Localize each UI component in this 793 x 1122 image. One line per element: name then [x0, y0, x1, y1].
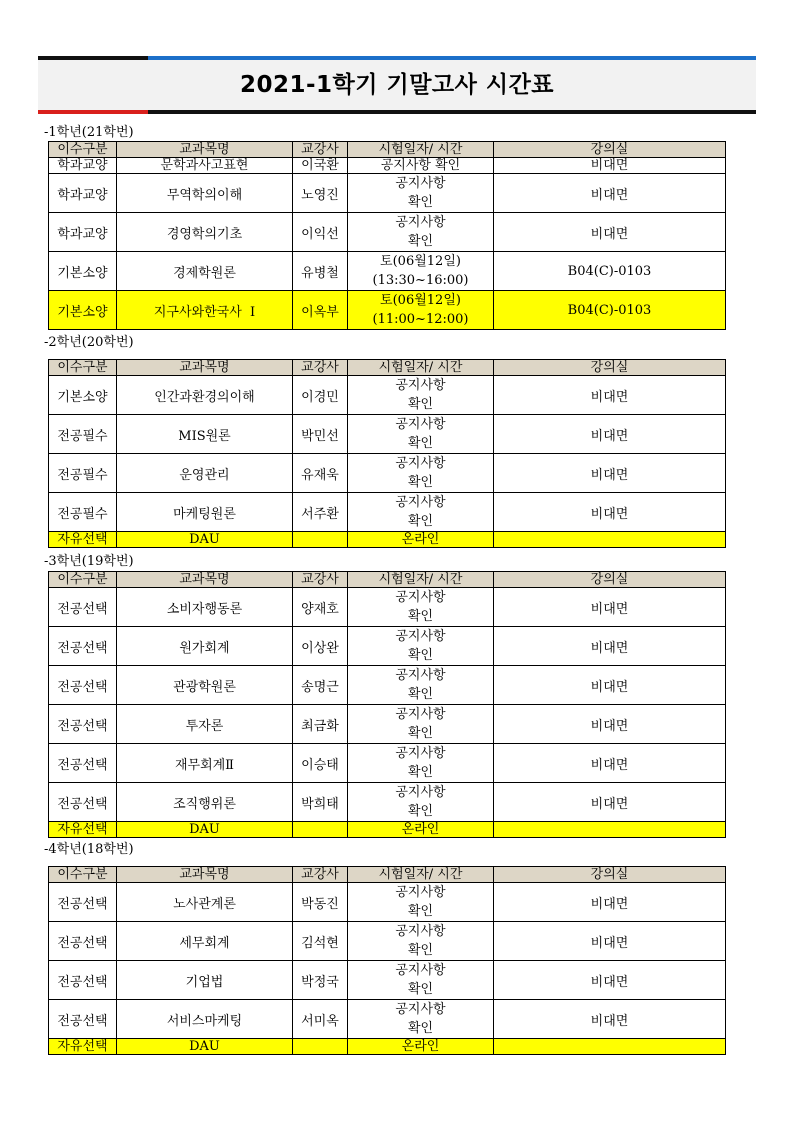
- cell-course: 기업법: [117, 961, 293, 1000]
- cell-date: [348, 961, 494, 1000]
- cell-course: 세무회계: [117, 922, 293, 961]
- cell-room: 비대면: [494, 174, 726, 213]
- cell-type: 전공필수: [49, 454, 117, 493]
- date-line-1: 공지사항: [395, 378, 446, 393]
- cell-course: MIS원론: [117, 415, 293, 454]
- cell-type: 전공선택: [49, 588, 117, 627]
- header-row: [49, 867, 726, 883]
- cell-room: 비대면: [494, 744, 726, 783]
- header-room: 강의실: [494, 142, 726, 158]
- date-line-1: 공지사항: [395, 1002, 446, 1017]
- section-label-year2: -2학년(20학번): [44, 335, 134, 350]
- bottom-rule-black: [148, 110, 756, 114]
- cell-instructor: 이경민: [293, 376, 348, 415]
- cell-date: [348, 454, 494, 493]
- cell-course: 경제학원론: [117, 252, 293, 291]
- cell-course: 문학과사고표현: [117, 158, 293, 174]
- date-line-1: 토(06월12일): [380, 293, 461, 308]
- cell-type: 전공선택: [49, 627, 117, 666]
- date-line-2: 확인: [407, 234, 434, 249]
- date-line-1: 공지사항: [395, 456, 446, 471]
- cell-instructor: 이승태: [293, 744, 348, 783]
- cell-course: 지구사와한국사 Ⅰ: [117, 291, 293, 330]
- cell-room: 비대면: [494, 158, 726, 174]
- cell-instructor: 노영진: [293, 174, 348, 213]
- cell-room: 비대면: [494, 213, 726, 252]
- cell-type: 전공선택: [49, 1000, 117, 1039]
- table-row: [49, 744, 726, 783]
- cell-instructor: 이옥부: [293, 291, 348, 330]
- top-rule-black: [38, 56, 148, 60]
- date-line-1: 공지사항: [395, 963, 446, 978]
- cell-date: [348, 783, 494, 822]
- date-line-2: 확인: [407, 436, 434, 451]
- section-label-year4: -4학년(18학번): [44, 842, 134, 857]
- date-line-1: 공지사항: [395, 417, 446, 432]
- table-row: [49, 493, 726, 532]
- header-course: 교과목명: [117, 360, 293, 376]
- cell-date: 온라인: [348, 1039, 494, 1055]
- table-row: [49, 158, 726, 174]
- cell-room: 비대면: [494, 415, 726, 454]
- cell-room: 비대면: [494, 493, 726, 532]
- cell-course: 원가회계: [117, 627, 293, 666]
- cell-type: 전공선택: [49, 922, 117, 961]
- date-line-2: 확인: [407, 609, 434, 624]
- cell-instructor: 이익선: [293, 213, 348, 252]
- exam-table-year3: [48, 571, 726, 838]
- date-line-2: 확인: [407, 943, 434, 958]
- cell-instructor: 이상완: [293, 627, 348, 666]
- date-line-1: 토(06월12일): [380, 254, 461, 269]
- cell-room: 비대면: [494, 588, 726, 627]
- cell-date: 공지사항 확인: [348, 158, 494, 174]
- cell-room: 비대면: [494, 666, 726, 705]
- date-line-2: 확인: [407, 475, 434, 490]
- cell-type: 전공선택: [49, 666, 117, 705]
- cell-instructor: 유병철: [293, 252, 348, 291]
- page-title: 2021-1학기 기말고사 시간표: [239, 72, 555, 98]
- date-line-1: 공지사항: [395, 746, 446, 761]
- cell-course: 소비자행동론: [117, 588, 293, 627]
- cell-course: 무역학의이해: [117, 174, 293, 213]
- date-line-2: (11:00~12:00): [372, 312, 469, 327]
- date-line-2: 확인: [407, 687, 434, 702]
- table-row-highlighted: [49, 822, 726, 838]
- cell-instructor: [293, 822, 348, 838]
- bottom-rule-red: [38, 110, 148, 114]
- header-date: 시험일자/ 시간: [348, 572, 494, 588]
- cell-type: 전공선택: [49, 783, 117, 822]
- header-row: [49, 360, 726, 376]
- table-row: [49, 415, 726, 454]
- header-instructor: 교강사: [293, 360, 348, 376]
- header-course: 교과목명: [117, 142, 293, 158]
- date-line-1: 공지사항: [395, 668, 446, 683]
- cell-date: [348, 415, 494, 454]
- cell-course: 투자론: [117, 705, 293, 744]
- cell-type: 학과교양: [49, 213, 117, 252]
- cell-date: [348, 213, 494, 252]
- cell-date: [348, 291, 494, 330]
- cell-date: [348, 1000, 494, 1039]
- exam-table-year2: [48, 359, 726, 548]
- cell-room: [494, 532, 726, 548]
- table-row: [49, 174, 726, 213]
- cell-date: [348, 252, 494, 291]
- table-row: [49, 922, 726, 961]
- header-course: 교과목명: [117, 867, 293, 883]
- cell-type: 기본소양: [49, 291, 117, 330]
- cell-course: 관광학원론: [117, 666, 293, 705]
- date-line-1: 공지사항: [395, 924, 446, 939]
- cell-date: [348, 744, 494, 783]
- cell-course: 경영학의기초: [117, 213, 293, 252]
- header-type: 이수구분: [49, 867, 117, 883]
- header-date: 시험일자/ 시간: [348, 142, 494, 158]
- table-row: [49, 627, 726, 666]
- cell-instructor: [293, 1039, 348, 1055]
- cell-type: 학과교양: [49, 174, 117, 213]
- table-row: [49, 454, 726, 493]
- cell-type: 전공필수: [49, 493, 117, 532]
- cell-date: [348, 174, 494, 213]
- cell-date: [348, 588, 494, 627]
- header-instructor: 교강사: [293, 867, 348, 883]
- cell-date: 온라인: [348, 822, 494, 838]
- section-label-year1: -1학년(21학번): [44, 125, 134, 140]
- date-line-2: 확인: [407, 804, 434, 819]
- table-row: [49, 961, 726, 1000]
- header-instructor: 교강사: [293, 572, 348, 588]
- cell-room: 비대면: [494, 627, 726, 666]
- cell-instructor: 박동진: [293, 883, 348, 922]
- table-row: [49, 376, 726, 415]
- cell-type: 전공선택: [49, 705, 117, 744]
- date-line-1: 공지사항: [395, 176, 446, 191]
- header-date: 시험일자/ 시간: [348, 360, 494, 376]
- cell-date: [348, 627, 494, 666]
- cell-date: [348, 883, 494, 922]
- table-row-highlighted: [49, 291, 726, 330]
- cell-instructor: 유재욱: [293, 454, 348, 493]
- cell-type: 기본소양: [49, 376, 117, 415]
- header-room: 강의실: [494, 572, 726, 588]
- cell-course: 인간과환경의이해: [117, 376, 293, 415]
- cell-type: 전공선택: [49, 883, 117, 922]
- cell-course: 서비스마케팅: [117, 1000, 293, 1039]
- table-row-highlighted: [49, 532, 726, 548]
- cell-instructor: 서주환: [293, 493, 348, 532]
- table-row: [49, 588, 726, 627]
- cell-type: 자유선택: [49, 822, 117, 838]
- date-line-1: 공지사항: [395, 495, 446, 510]
- table-row-highlighted: [49, 1039, 726, 1055]
- header-row: [49, 572, 726, 588]
- cell-course: DAU: [117, 1039, 293, 1055]
- header-row: [49, 142, 726, 158]
- date-line-2: 확인: [407, 982, 434, 997]
- cell-room: [494, 822, 726, 838]
- cell-type: 자유선택: [49, 532, 117, 548]
- table-row: [49, 252, 726, 291]
- cell-room: 비대면: [494, 783, 726, 822]
- table-row: [49, 783, 726, 822]
- date-line-1: 공지사항: [395, 590, 446, 605]
- header-type: 이수구분: [49, 142, 117, 158]
- cell-course: DAU: [117, 532, 293, 548]
- date-line-2: 확인: [407, 1021, 434, 1036]
- cell-course: 노사관계론: [117, 883, 293, 922]
- date-line-2: 확인: [407, 648, 434, 663]
- cell-date: [348, 666, 494, 705]
- cell-type: 학과교양: [49, 158, 117, 174]
- cell-course: 조직행위론: [117, 783, 293, 822]
- cell-room: 비대면: [494, 883, 726, 922]
- cell-type: 기본소양: [49, 252, 117, 291]
- cell-room: 비대면: [494, 705, 726, 744]
- header-type: 이수구분: [49, 360, 117, 376]
- cell-room: [494, 1039, 726, 1055]
- cell-course: 재무회계Ⅱ: [117, 744, 293, 783]
- date-line-1: 공지사항: [395, 885, 446, 900]
- cell-room: 비대면: [494, 1000, 726, 1039]
- cell-room: B04(C)-0103: [494, 291, 726, 330]
- header-date: 시험일자/ 시간: [348, 867, 494, 883]
- cell-type: 자유선택: [49, 1039, 117, 1055]
- cell-room: 비대면: [494, 922, 726, 961]
- cell-instructor: 박정국: [293, 961, 348, 1000]
- table-row: [49, 883, 726, 922]
- cell-date: [348, 705, 494, 744]
- cell-date: [348, 922, 494, 961]
- date-line-2: 확인: [407, 726, 434, 741]
- cell-course: 마케팅원론: [117, 493, 293, 532]
- date-line-1: 공지사항: [395, 785, 446, 800]
- cell-instructor: 김석현: [293, 922, 348, 961]
- section-label-year3: -3학년(19학번): [44, 554, 134, 569]
- date-line-1: 공지사항: [395, 629, 446, 644]
- cell-instructor: 양재호: [293, 588, 348, 627]
- cell-type: 전공선택: [49, 744, 117, 783]
- cell-instructor: 최금화: [293, 705, 348, 744]
- date-line-1: 공지사항: [395, 707, 446, 722]
- cell-instructor: 박희태: [293, 783, 348, 822]
- date-line-2: 확인: [407, 514, 434, 529]
- cell-room: 비대면: [494, 376, 726, 415]
- header-course: 교과목명: [117, 572, 293, 588]
- header-room: 강의실: [494, 867, 726, 883]
- date-line-1: 공지사항: [395, 215, 446, 230]
- cell-course: DAU: [117, 822, 293, 838]
- cell-room: 비대면: [494, 961, 726, 1000]
- table-row: [49, 705, 726, 744]
- cell-instructor: 송명근: [293, 666, 348, 705]
- header-room: 강의실: [494, 360, 726, 376]
- cell-date: 온라인: [348, 532, 494, 548]
- date-line-2: 확인: [407, 904, 434, 919]
- table-row: [49, 213, 726, 252]
- exam-table-year4: [48, 866, 726, 1055]
- cell-date: [348, 493, 494, 532]
- cell-room: 비대면: [494, 454, 726, 493]
- exam-table-year1: [48, 141, 726, 330]
- date-line-2: 확인: [407, 397, 434, 412]
- cell-instructor: 이국환: [293, 158, 348, 174]
- top-rule-blue: [148, 56, 756, 60]
- cell-course: 운영관리: [117, 454, 293, 493]
- table-row: [49, 1000, 726, 1039]
- cell-instructor: [293, 532, 348, 548]
- cell-instructor: 서미옥: [293, 1000, 348, 1039]
- table-row: [49, 666, 726, 705]
- cell-room: B04(C)-0103: [494, 252, 726, 291]
- cell-type: 전공필수: [49, 415, 117, 454]
- header-instructor: 교강사: [293, 142, 348, 158]
- date-line-2: (13:30~16:00): [372, 273, 469, 288]
- cell-type: 전공선택: [49, 961, 117, 1000]
- cell-instructor: 박민선: [293, 415, 348, 454]
- cell-date: [348, 376, 494, 415]
- date-line-2: 확인: [407, 195, 434, 210]
- date-line-2: 확인: [407, 765, 434, 780]
- header-type: 이수구분: [49, 572, 117, 588]
